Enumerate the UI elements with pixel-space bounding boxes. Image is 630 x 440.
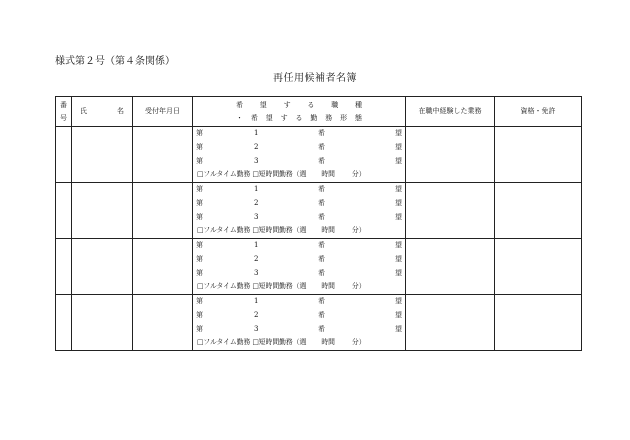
header-work-style-char: る <box>295 113 303 122</box>
table-row <box>56 239 582 295</box>
name-cell[interactable] <box>72 183 133 239</box>
received-date-cell[interactable] <box>133 295 193 351</box>
desired-job-cell <box>193 183 406 239</box>
wish-line[interactable] <box>193 197 405 211</box>
wish-line[interactable] <box>193 127 405 141</box>
wish-line-text: 希 <box>318 324 325 333</box>
wish-line[interactable] <box>193 309 405 323</box>
wish-line-text: 望 <box>395 212 402 221</box>
parttime-option: □短時間勤務（週 <box>252 226 307 235</box>
header-desired-job-char: す <box>283 100 291 109</box>
work-style-options[interactable] <box>193 336 405 350</box>
header-desired-job-char: 希 <box>236 100 243 109</box>
header-number <box>56 97 72 127</box>
wish-line-text: 希 <box>318 310 325 319</box>
hours-label: 時間 <box>321 338 335 347</box>
received-date-cell[interactable] <box>133 183 193 239</box>
wish-line[interactable] <box>193 239 405 253</box>
fulltime-option: □フルタイム勤務 <box>197 338 251 347</box>
wish-line-text: 第 <box>196 212 203 221</box>
wish-line-text: 1 <box>254 241 259 249</box>
experience-cell[interactable] <box>406 239 495 295</box>
name-cell[interactable] <box>72 295 133 351</box>
wish-line-text: 希 <box>318 198 325 207</box>
wish-line[interactable] <box>193 253 405 267</box>
wish-line-text: 希 <box>318 268 325 277</box>
header-desired-job-char: 職 <box>331 100 339 109</box>
wish-line-text: 望 <box>395 268 402 277</box>
header-work-style-char: 務 <box>325 113 333 122</box>
wish-line-text: 望 <box>395 129 402 137</box>
minutes-label: 分） <box>351 282 366 291</box>
wish-line[interactable] <box>193 267 405 281</box>
wish-line-text: 望 <box>395 198 402 207</box>
wish-line-text: 2 <box>254 254 259 263</box>
table-row <box>56 183 582 239</box>
header-desired-job-char: 望 <box>259 100 267 109</box>
wish-line-text: 望 <box>395 310 402 319</box>
form-number-label: 様式第２号（第４条関係） <box>55 56 175 67</box>
header-qualification: 資格・免許 <box>495 97 582 127</box>
header-desired-job <box>193 97 406 127</box>
header-work-style-char: 形 <box>340 113 348 122</box>
wish-line-text: 希 <box>318 156 325 165</box>
hours-label: 時間 <box>321 170 335 179</box>
wish-line-text: 望 <box>395 324 402 333</box>
hours-label: 時間 <box>321 282 335 291</box>
header-name-char2: 名 <box>117 107 124 116</box>
experience-cell[interactable] <box>406 127 495 183</box>
wish-line-text: 希 <box>318 142 325 151</box>
header-experience: 在職中経験した業務 <box>406 97 495 127</box>
qualification-cell[interactable] <box>495 295 582 351</box>
header-desired-job-char: る <box>307 100 315 109</box>
header-work-style-char: 態 <box>355 113 362 122</box>
wish-line-text: 第 <box>196 297 203 305</box>
wish-line-text: 3 <box>254 156 259 165</box>
desired-job-cell <box>193 239 406 295</box>
work-style-options[interactable] <box>193 224 405 238</box>
wish-line-text: 第 <box>196 310 203 319</box>
header-desired-job-char: 種 <box>354 100 362 109</box>
work-style-options[interactable] <box>193 168 405 182</box>
received-date-cell[interactable] <box>133 239 193 295</box>
wish-line-text: 2 <box>254 198 259 207</box>
name-cell[interactable] <box>72 127 133 183</box>
wish-line-text: 第 <box>196 198 203 207</box>
header-work-style-char: 希 <box>250 113 258 122</box>
wish-line-text: 第 <box>196 156 203 165</box>
qualification-cell[interactable] <box>495 183 582 239</box>
wish-line-text: 1 <box>254 297 259 305</box>
wish-line-text: 1 <box>254 185 259 193</box>
work-style-options[interactable] <box>193 280 405 294</box>
wish-line-text: 第 <box>196 254 203 263</box>
fulltime-option: □フルタイム勤務 <box>197 226 251 235</box>
header-desired-job-line1 <box>236 101 362 110</box>
parttime-option: □短時間勤務（週 <box>252 338 307 347</box>
wish-line[interactable] <box>193 295 405 309</box>
fulltime-option: □フルタイム勤務 <box>197 170 251 179</box>
hours-label: 時間 <box>321 226 335 235</box>
wish-line-text: 望 <box>395 156 402 165</box>
wish-line-text: 第 <box>196 241 203 249</box>
minutes-label: 分） <box>351 226 366 235</box>
wish-line-text: 第 <box>196 129 203 137</box>
wish-line-text: 2 <box>254 142 259 151</box>
wish-line[interactable] <box>193 183 405 197</box>
table-header-row <box>56 97 582 127</box>
fulltime-option: □フルタイム勤務 <box>197 282 251 291</box>
table-row <box>56 127 582 183</box>
received-date-cell[interactable] <box>133 127 193 183</box>
wish-line-text: 望 <box>395 297 402 305</box>
wish-line-text: 望 <box>395 185 402 193</box>
header-number-line2: 号 <box>60 113 67 122</box>
number-cell[interactable] <box>56 127 72 183</box>
wish-line-text: 第 <box>196 324 203 333</box>
header-desired-job-line2 <box>236 114 362 123</box>
wish-line-text: 希 <box>318 185 325 193</box>
candidate-register-table <box>55 96 582 351</box>
number-cell[interactable] <box>56 295 72 351</box>
header-name <box>72 97 133 127</box>
experience-cell[interactable] <box>406 183 495 239</box>
wish-line-text: 3 <box>254 212 259 221</box>
header-work-style-char: ・ <box>236 113 243 122</box>
wish-line-text: 1 <box>254 129 259 137</box>
header-work-style-char: 勤 <box>310 113 318 122</box>
table-row <box>56 295 582 351</box>
wish-line-text: 望 <box>395 241 402 249</box>
parttime-option: □短時間勤務（週 <box>252 170 307 179</box>
wish-line-text: 2 <box>254 310 259 319</box>
wish-line-text: 希 <box>318 297 325 305</box>
wish-line-text: 第 <box>196 142 203 151</box>
qualification-cell[interactable] <box>495 239 582 295</box>
qualification-cell[interactable] <box>495 127 582 183</box>
wish-line[interactable] <box>193 141 405 155</box>
document-title: 再任用候補者名簿 <box>273 73 357 84</box>
wish-line-text: 希 <box>318 212 325 221</box>
wish-line-text: 3 <box>254 268 259 277</box>
header-number-line1: 番 <box>60 100 67 109</box>
desired-job-cell <box>193 295 406 351</box>
wish-line-text: 希 <box>318 241 325 249</box>
header-received-date: 受付年月日 <box>133 97 193 127</box>
wish-line-text: 第 <box>196 268 203 277</box>
wish-line-text: 望 <box>395 142 402 151</box>
header-work-style-char: す <box>280 113 288 122</box>
wish-line-text: 3 <box>254 324 259 333</box>
wish-line-text: 望 <box>395 254 402 263</box>
number-cell[interactable] <box>56 183 72 239</box>
parttime-option: □短時間勤務（週 <box>252 282 307 291</box>
desired-job-cell <box>193 127 406 183</box>
wish-line-text: 第 <box>196 185 203 193</box>
header-work-style-char: 望 <box>265 113 273 122</box>
wish-line-text: 希 <box>318 129 325 137</box>
number-cell[interactable] <box>56 239 72 295</box>
header-name-char1: 氏 <box>80 107 87 116</box>
minutes-label: 分） <box>351 170 366 179</box>
wish-line[interactable] <box>193 323 405 337</box>
wish-line-text: 希 <box>318 254 325 263</box>
minutes-label: 分） <box>351 338 366 347</box>
wish-line[interactable] <box>193 211 405 225</box>
experience-cell[interactable] <box>406 295 495 351</box>
name-cell[interactable] <box>72 239 133 295</box>
wish-line[interactable] <box>193 155 405 169</box>
